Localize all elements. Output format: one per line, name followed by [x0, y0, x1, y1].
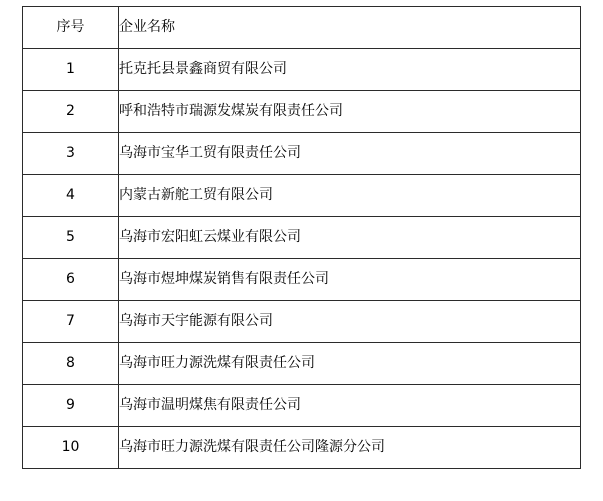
table-body [23, 49, 581, 469]
table-row [23, 259, 581, 301]
cell-index: 6 [23, 259, 119, 301]
cell-index: 10 [23, 427, 119, 469]
table-row [23, 49, 581, 91]
cell-company-name: 乌海市天宇能源有限公司 [119, 301, 581, 343]
cell-index: 3 [23, 133, 119, 175]
table-row [23, 175, 581, 217]
cell-index: 2 [23, 91, 119, 133]
table-row [23, 301, 581, 343]
cell-index: 9 [23, 385, 119, 427]
document-page [0, 6, 603, 501]
table-row [23, 427, 581, 469]
table-row [23, 343, 581, 385]
column-header-name: 企业名称 [119, 7, 581, 49]
cell-index: 5 [23, 217, 119, 259]
cell-index: 7 [23, 301, 119, 343]
cell-company-name: 托克托县景鑫商贸有限公司 [119, 49, 581, 91]
cell-company-name: 乌海市宏阳虹云煤业有限公司 [119, 217, 581, 259]
cell-index: 4 [23, 175, 119, 217]
table-row [23, 133, 581, 175]
cell-company-name: 乌海市煜坤煤炭销售有限责任公司 [119, 259, 581, 301]
cell-company-name: 呼和浩特市瑞源发煤炭有限责任公司 [119, 91, 581, 133]
column-header-index: 序号 [23, 7, 119, 49]
cell-company-name: 乌海市温明煤焦有限责任公司 [119, 385, 581, 427]
cell-company-name: 乌海市宝华工贸有限责任公司 [119, 133, 581, 175]
table-row [23, 217, 581, 259]
cell-index: 8 [23, 343, 119, 385]
cell-company-name: 乌海市旺力源洗煤有限责任公司 [119, 343, 581, 385]
table-row [23, 91, 581, 133]
table-row [23, 385, 581, 427]
company-list-table [22, 6, 581, 469]
cell-company-name: 内蒙古新舵工贸有限公司 [119, 175, 581, 217]
cell-index: 1 [23, 49, 119, 91]
cell-company-name: 乌海市旺力源洗煤有限责任公司隆源分公司 [119, 427, 581, 469]
table-header-row [23, 7, 581, 49]
